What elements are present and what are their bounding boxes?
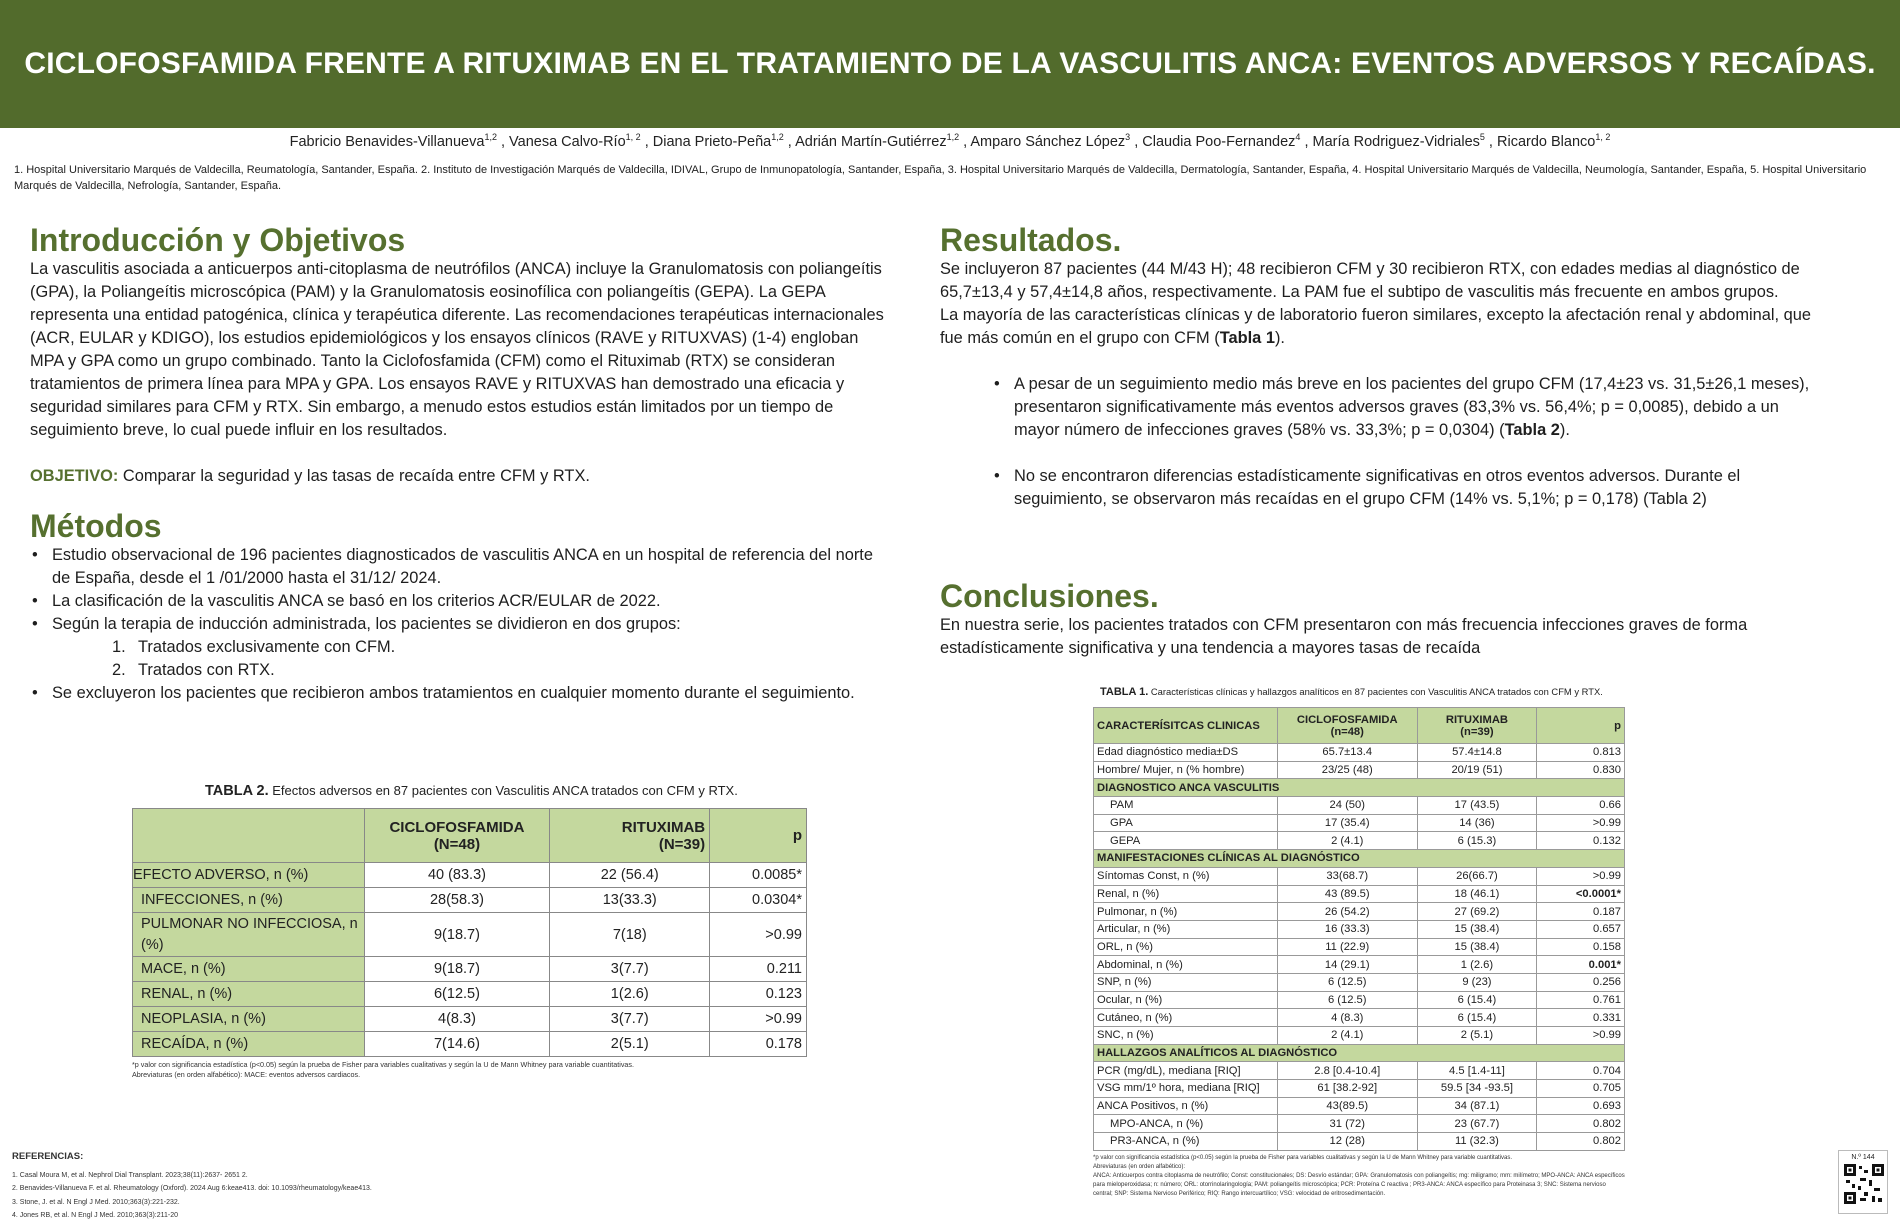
- author: Vanesa Calvo-Río: [509, 133, 626, 150]
- author: Adrián Martín-Gutiérrez: [795, 133, 947, 150]
- table2-cell-cfm: 28(58.3): [364, 888, 550, 913]
- table1-cell-label: ANCA Positivos, n (%): [1094, 1097, 1278, 1115]
- results-section: [940, 222, 1820, 511]
- table2-row: [133, 913, 807, 957]
- table1-row: [1094, 1097, 1625, 1115]
- table1-cell-p: 0.830: [1537, 761, 1625, 779]
- table1-cell-rtx: 2 (5.1): [1417, 1027, 1537, 1045]
- table1-row: [1094, 1027, 1625, 1045]
- table2-caption: [205, 782, 965, 800]
- table1-cell-label: PR3-ANCA, n (%): [1094, 1133, 1278, 1151]
- methods-bullet: • Según la terapia de inducción administrada, los pacientes se dividieron en dos grupos:: [30, 613, 890, 636]
- table2-cell-label: RECAÍDA, n (%): [133, 1032, 365, 1057]
- table1-cell-p: >0.99: [1537, 867, 1625, 885]
- reference-item: 4. Jones RB, et al. N Engl J Med. 2010;363(3):211-20: [12, 1211, 179, 1219]
- table1-cell-cfm: 6 (12.5): [1277, 991, 1417, 1009]
- table1-cell-p: 0.693: [1537, 1097, 1625, 1115]
- table2-cell-p: 0.0085*: [710, 863, 807, 888]
- table1-cell-label: PCR (mg/dL), mediana [RIQ]: [1094, 1062, 1278, 1080]
- table1-cell-cfm: 2 (4.1): [1277, 832, 1417, 850]
- table1-cell-p: 0.132: [1537, 832, 1625, 850]
- table2-cell-cfm: 7(14.6): [364, 1032, 550, 1057]
- table1-row: [1094, 744, 1625, 762]
- table1-cell-cfm: 26 (54.2): [1277, 903, 1417, 921]
- author: Diana Prieto-Peña: [652, 133, 772, 150]
- table1-cell-p: 0.66: [1537, 797, 1625, 815]
- table1-row: [1094, 832, 1625, 850]
- qr-code-icon: [1844, 1164, 1884, 1204]
- table1-header-label: CARACTERÍSITCAS CLINICAS: [1094, 708, 1278, 744]
- table1-cell-label: VSG mm/1º hora, mediana [RIQ]: [1094, 1080, 1278, 1098]
- table1-row: [1094, 938, 1625, 956]
- table1-cell-p: 0.802: [1537, 1133, 1625, 1151]
- table1-cell-label: MPO-ANCA, n (%): [1094, 1115, 1278, 1133]
- table1-notes: [1093, 1154, 1625, 1199]
- table1-cell-rtx: 57.4±14.8: [1417, 744, 1537, 762]
- table1-cell-label: Articular, n (%): [1094, 920, 1278, 938]
- table1-cell-p: >0.99: [1537, 1027, 1625, 1045]
- table1-header-cfm: CICLOFOSFAMIDA (n=48): [1277, 708, 1417, 744]
- table2-cell-p: 0.211: [710, 957, 807, 982]
- table1-cell-label: Cutáneo, n (%): [1094, 1009, 1278, 1027]
- table1-row: [1094, 867, 1625, 885]
- table2-row: [133, 1007, 807, 1032]
- methods-groups: [30, 636, 890, 682]
- table2-abbrev: Abreviaturas (en orden alfabético): MACE: eventos adversos cardiacos.: [132, 1070, 361, 1079]
- table2-cell-label: NEOPLASIA, n (%): [133, 1007, 365, 1032]
- table1-cell-rtx: 11 (32.3): [1417, 1133, 1537, 1151]
- table1-cell-p: 0.813: [1537, 744, 1625, 762]
- table1-cell-rtx: 23 (67.7): [1417, 1115, 1537, 1133]
- table1-caption-text: Características clínicas y hallazgos analíticos en 87 pacientes con Vasculitis ANCA tratados con CFM y RTX.: [1148, 686, 1603, 697]
- table2-cell-p: 0.178: [710, 1032, 807, 1057]
- results-bullet: • No se encontraron diferencias estadísticamente significativas en otros eventos adversos. Durante el seguimiento, se observaron más recaídas en el grupo CFM (14% vs. 5,1%; p = 0,178) (Tabla 2): [992, 465, 1820, 511]
- table1-cell-rtx: 14 (36): [1417, 814, 1537, 832]
- table1-row: [1094, 991, 1625, 1009]
- table1-cell-p: 0.657: [1537, 920, 1625, 938]
- table2-row: [133, 957, 807, 982]
- table1-row: [1094, 814, 1625, 832]
- intro-section: [30, 222, 890, 488]
- table1-row: [1094, 797, 1625, 815]
- table1: [1093, 707, 1625, 1151]
- table1-cell-label: Edad diagnóstico media±DS: [1094, 744, 1278, 762]
- table2-row: [133, 982, 807, 1007]
- methods-bullet: • Se excluyeron los pacientes que recibieron ambos tratamientos en cualquier momento durante el seguimiento.: [30, 682, 890, 705]
- table1-row: [1094, 1115, 1625, 1133]
- table1-cell-p: 0.001*: [1537, 956, 1625, 974]
- table1-row: [1094, 885, 1625, 903]
- conclusions-title: Conclusiones.: [940, 578, 1159, 614]
- table1-cell-label: Pulmonar, n (%): [1094, 903, 1278, 921]
- table2-header-empty: [133, 809, 365, 863]
- table1-category-row: [1094, 850, 1625, 868]
- table1-cell-p: 0.331: [1537, 1009, 1625, 1027]
- table1-cell-label: ORL, n (%): [1094, 938, 1278, 956]
- table2-cell-p: >0.99: [710, 913, 807, 957]
- table2-cell-rtx: 13(33.3): [550, 888, 710, 913]
- table1-cell-cfm: 65.7±13.4: [1277, 744, 1417, 762]
- table1-cell-rtx: 15 (38.4): [1417, 938, 1537, 956]
- table2-wrap: [132, 808, 807, 1080]
- table1-cell-label: Síntomas Const, n (%): [1094, 867, 1278, 885]
- table1-cell-rtx: 17 (43.5): [1417, 797, 1537, 815]
- table1-cell-rtx: 27 (69.2): [1417, 903, 1537, 921]
- table1-cell-label: Hombre/ Mujer, n (% hombre): [1094, 761, 1278, 779]
- table1-cell-rtx: 26(66.7): [1417, 867, 1537, 885]
- table1-category-row: [1094, 779, 1625, 797]
- table1-cell-p: 0.761: [1537, 991, 1625, 1009]
- table1-cell-label: GPA: [1094, 814, 1278, 832]
- references: [12, 1150, 372, 1222]
- table1-cell-cfm: 33(68.7): [1277, 867, 1417, 885]
- objective-text: Comparar la seguridad y las tasas de recaída entre CFM y RTX.: [118, 467, 590, 485]
- table1-cell-cfm: 43(89.5): [1277, 1097, 1417, 1115]
- table1-caption-label: TABLA 1.: [1100, 686, 1149, 698]
- methods-section: [30, 508, 890, 705]
- table1-cell-rtx: 18 (46.1): [1417, 885, 1537, 903]
- author-affiliation-mark: 5: [1479, 132, 1485, 142]
- table1-row: [1094, 1009, 1625, 1027]
- table2-cell-rtx: 3(7.7): [550, 1007, 710, 1032]
- table1-header-p: p: [1537, 708, 1625, 744]
- table1-cell-rtx: 9 (23): [1417, 973, 1537, 991]
- table2-caption-text: Efectos adversos en 87 pacientes con Vasculitis ANCA tratados con CFM y RTX.: [268, 783, 738, 798]
- group-item: [112, 636, 890, 659]
- table2-header-p: p: [710, 809, 807, 863]
- table2-row: [133, 863, 807, 888]
- table1-category: HALLAZGOS ANALÍTICOS AL DIAGNÓSTICO: [1094, 1044, 1625, 1062]
- table2-cell-p: >0.99: [710, 1007, 807, 1032]
- table1-abbrev: ANCA: Anticuerpos contra citoplasma de neutrófilo; Const: constitucionales; DS: Desvío estándar; GPA: Granulomatosis con poliangeítis; mg: miligramo; mm: milímetro; MPO-ANCA: ANCA específicos para mieloperoxidasa; n: número; ORL: otorrinolaringología; PAM: poliangeítis microscópica; PCR: Proteína C reactiva ; PR3-ANCA: ANCA específico para Proteinasa 3; SNC: Sistema nervioso central; SNP: Sistema Nervioso Periférico; RIQ: Rango intercuartílico; VSG: velocidad de eritrosedimentación.: [1093, 1172, 1625, 1197]
- table2-cell-rtx: 2(5.1): [550, 1032, 710, 1057]
- table1-cell-cfm: 61 [38.2-92]: [1277, 1080, 1417, 1098]
- table1-cell-label: SNP, n (%): [1094, 973, 1278, 991]
- reference-item: 3. Stone, J. et al. N Engl J Med. 2010;363(3):221-232.: [12, 1198, 180, 1206]
- table2-cell-rtx: 22 (56.4): [550, 863, 710, 888]
- table1-cell-rtx: 15 (38.4): [1417, 920, 1537, 938]
- table1-cell-cfm: 43 (89.5): [1277, 885, 1417, 903]
- table1-cell-label: Ocular, n (%): [1094, 991, 1278, 1009]
- table1-row: [1094, 920, 1625, 938]
- table1-cell-p: 0.158: [1537, 938, 1625, 956]
- table1-cell-cfm: 23/25 (48): [1277, 761, 1417, 779]
- table1-cell-rtx: 59.5 [34 -93.5]: [1417, 1080, 1537, 1098]
- table2-cell-rtx: 1(2.6): [550, 982, 710, 1007]
- author-affiliation-mark: 1, 2: [1595, 132, 1611, 142]
- table1-cell-label: PAM: [1094, 797, 1278, 815]
- table2-cell-p: 0.0304*: [710, 888, 807, 913]
- reference-item: 1. Casal Moura M, et al. Nephrol Dial Transplant. 2023;38(11):2637- 2651 2.: [12, 1172, 248, 1180]
- table1-note: *p valor con significancia estadística (p<0.05) según la prueba de Fisher para variables cualitativas y según la U de Mann Whitney para variable cuantitativas.: [1093, 1154, 1513, 1161]
- table1-row: [1094, 1062, 1625, 1080]
- table1-cell-rtx: 1 (2.6): [1417, 956, 1537, 974]
- table1-row: [1094, 956, 1625, 974]
- table1-cell-p: 0.256: [1537, 973, 1625, 991]
- table1-cell-rtx: 4.5 [1.4-11]: [1417, 1062, 1537, 1080]
- author-list: Fabricio Benavides-Villanueva$^{1,2}$ , Vanesa Calvo-Río$^{1, 2}$ , Diana Prieto-Peña$^{1,2}$ , Adrián Martín-Gutiérrez$^{1,2}$ , Amparo Sánchez López$^3$ , Claudia Poo-Fernandez$^4$ , María Rodriguez-Vidriales$^5$ , Ricardo Blanco$^{1, 2}$: [289, 132, 1611, 150]
- author-affiliation-mark: 1,2: [946, 132, 960, 142]
- table1-category-row: [1094, 1044, 1625, 1062]
- table2-cell-label: MACE, n (%): [133, 957, 365, 982]
- table1-cell-rtx: 6 (15.4): [1417, 991, 1537, 1009]
- table2-cell-cfm: 4(8.3): [364, 1007, 550, 1032]
- author: Amparo Sánchez López: [970, 133, 1126, 150]
- author: Claudia Poo-Fernandez: [1142, 133, 1296, 150]
- results-title: Resultados.: [940, 222, 1122, 258]
- table1-cell-label: Renal, n (%): [1094, 885, 1278, 903]
- table2-cell-label: PULMONAR NO INFECCIOSA, n (%): [133, 913, 365, 957]
- table1-cell-label: GEPA: [1094, 832, 1278, 850]
- table1-cell-p: 0.704: [1537, 1062, 1625, 1080]
- results-bullet: • A pesar de un seguimiento medio más breve en los pacientes del grupo CFM (17,4±23 vs. 31,5±26,1 meses), presentaron significativamente más eventos adversos graves (83,3% vs. 56,4%; p = 0,0085), debido a un mayor número de infecciones graves (58% vs. 33,3%; p = 0,0304) (Tabla 2).: [992, 373, 1820, 442]
- table1-row: [1094, 761, 1625, 779]
- table2-header-rtx: RITUXIMAB (N=39): [550, 809, 710, 863]
- table2-caption-label: TABLA 2.: [205, 783, 269, 799]
- results-list: [940, 373, 1820, 511]
- table2-cell-rtx: 7(18): [550, 913, 710, 957]
- author-affiliation-mark: 3: [1125, 132, 1131, 142]
- table2-note: *p valor con significancia estadística (p<0.05) según la prueba de Fisher para variables cualitativas y según la U de Mann Whitney para variable cuantitativas.: [132, 1060, 635, 1069]
- methods-title: Métodos: [30, 508, 162, 544]
- table2-cell-label: EFECTO ADVERSO, n (%): [133, 863, 365, 888]
- table2-row: [133, 888, 807, 913]
- qr-code-badge: [1838, 1150, 1888, 1214]
- table1-category: DIAGNOSTICO ANCA VASCULITIS: [1094, 779, 1625, 797]
- table2-cell-label: INFECCIONES, n (%): [133, 888, 365, 913]
- table1-cell-cfm: 6 (12.5): [1277, 973, 1417, 991]
- table1-cell-rtx: 34 (87.1): [1417, 1097, 1537, 1115]
- table1-cell-p: 0.187: [1537, 903, 1625, 921]
- author-affiliation-mark: 1,2: [484, 132, 497, 142]
- objective: [30, 465, 890, 488]
- group-number: 1.: [112, 638, 126, 656]
- table2-cell-p: 0.123: [710, 982, 807, 1007]
- table2: [132, 808, 807, 1057]
- references-title: REFERENCIAS:: [12, 1151, 84, 1162]
- table1-cell-cfm: 16 (33.3): [1277, 920, 1417, 938]
- conclusions-text: En nuestra serie, los pacientes tratados con CFM presentaron con más frecuencia infecciones graves de forma estadísticamente significativa y una tendencia a mayores tasas de recaída: [940, 616, 1748, 657]
- table1-cell-p: 0.802: [1537, 1115, 1625, 1133]
- table1-cell-p: 0.705: [1537, 1080, 1625, 1098]
- table1-row: [1094, 903, 1625, 921]
- objective-label: OBJETIVO:: [30, 467, 119, 485]
- reference-item: 2. Benavides-Villanueva F. et al. Rheumatology (Oxford). 2024 Aug 6:keae413. doi: 10.1093/rheumatology/keae413.: [12, 1185, 372, 1193]
- table1-cell-label: SNC, n (%): [1094, 1027, 1278, 1045]
- methods-list-2: [30, 682, 890, 705]
- group-text: Tratados exclusivamente con CFM.: [138, 638, 396, 656]
- author: María Rodriguez-Vidriales: [1312, 133, 1480, 150]
- methods-list: [30, 544, 890, 636]
- table1-row: [1094, 973, 1625, 991]
- conclusions-section: [940, 578, 1820, 660]
- table1-cell-rtx: 6 (15.3): [1417, 832, 1537, 850]
- author-affiliation-mark: 1, 2: [625, 132, 641, 142]
- table1-cell-cfm: 31 (72): [1277, 1115, 1417, 1133]
- table1-cell-label: Abdominal, n (%): [1094, 956, 1278, 974]
- table1-cell-cfm: 2 (4.1): [1277, 1027, 1417, 1045]
- table1-header-rtx: RITUXIMAB (n=39): [1417, 708, 1537, 744]
- methods-bullet: • Estudio observacional de 196 pacientes diagnosticados de vasculitis ANCA en un hospital de referencia del norte de España, desde el 1 /01/2000 hasta el 31/12/ 2024.: [30, 544, 890, 590]
- title-banner: [0, 0, 1900, 128]
- badge-number: N.º 144: [1851, 1154, 1875, 1161]
- poster-title: CICLOFOSFAMIDA FRENTE A RITUXIMAB EN EL TRATAMIENTO DE LA VASCULITIS ANCA: EVENTOS ADVERSOS Y RECAÍDAS.: [24, 47, 1876, 80]
- table1-abbrev-title: Abreviaturas (en orden alfabético):: [1093, 1163, 1186, 1170]
- group-item: [112, 659, 890, 682]
- table1-wrap: [1093, 707, 1625, 1199]
- table1-cell-cfm: 12 (28): [1277, 1133, 1417, 1151]
- table1-row: [1094, 1133, 1625, 1151]
- results-p2: La mayoría de las características clínicas y de laboratorio fueron similares, excepto la afectación renal y abdominal, que fue más común en el grupo con CFM (Tabla 1).: [940, 306, 1811, 347]
- table1-category: MANIFESTACIONES CLÍNICAS AL DIAGNÓSTICO: [1094, 850, 1625, 868]
- group-text: Tratados con RTX.: [138, 661, 275, 679]
- methods-bullet: • La clasificación de la vasculitis ANCA se basó en los criterios ACR/EULAR de 2022.: [30, 590, 890, 613]
- table1-cell-rtx: 6 (15.4): [1417, 1009, 1537, 1027]
- table1-cell-cfm: 14 (29.1): [1277, 956, 1417, 974]
- table1-cell-cfm: 2.8 [0.4-10.4]: [1277, 1062, 1417, 1080]
- table1-cell-p: >0.99: [1537, 814, 1625, 832]
- table1-row: [1094, 1080, 1625, 1098]
- group-number: 2.: [112, 661, 126, 679]
- table1-cell-p: <0.0001*: [1537, 885, 1625, 903]
- table2-cell-cfm: 40 (83.3): [364, 863, 550, 888]
- author-affiliation-mark: 4: [1295, 132, 1301, 142]
- table2-cell-rtx: 3(7.7): [550, 957, 710, 982]
- results-p1: Se incluyeron 87 pacientes (44 M/43 H); 48 recibieron CFM y 30 recibieron RTX, con edades medias al diagnóstico de 65,7±13,4 y 57,4±14,8 años, respectivamente. La PAM fue el subtipo de vasculitis más frecuente en ambos grupos.: [940, 260, 1800, 301]
- table2-header-cfm: CICLOFOSFAMIDA (N=48): [364, 809, 550, 863]
- table1-cell-rtx: 20/19 (51): [1417, 761, 1537, 779]
- table2-cell-cfm: 9(18.7): [364, 957, 550, 982]
- table2-row: [133, 1032, 807, 1057]
- intro-title: Introducción y Objetivos: [30, 222, 406, 258]
- author-affiliation-mark: 1,2: [771, 132, 784, 142]
- table2-cell-cfm: 6(12.5): [364, 982, 550, 1007]
- author: Ricardo Blanco: [1497, 133, 1596, 150]
- table1-cell-cfm: 11 (22.9): [1277, 938, 1417, 956]
- author: Fabricio Benavides-Villanueva: [289, 133, 485, 150]
- table1-cell-cfm: 4 (8.3): [1277, 1009, 1417, 1027]
- intro-text: La vasculitis asociada a anticuerpos anti-citoplasma de neutrófilos (ANCA) incluye la Granulomatosis con poliangeítis (GPA), la Poliangeítis microscópica (PAM) y la Granulomatosis eosinofílica con poliangeítis (GEPA). La GEPA representa una entidad patogénica, clínica y terapéutica diferente. Las recomendaciones terapéuticas internacionales (ACR, EULAR y KDIGO), los estudios epidemiológicos y los ensayos clínicos (RAVE y RITUXVAS) (1-4) engloban MPA y GPA como un grupo combinado. Tanto la Ciclofosfamida (CFM) como el Rituximab (RTX) se consideran tratamientos de primera línea para MPA y GPA. Los ensayos RAVE y RITUXVAS han demostrado una eficacia y seguridad similares para CFM y RTX. Sin embargo, a menudo estos estudios están limitados por un tiempo de seguimiento breve, lo cual puede influir en los resultados.: [30, 260, 884, 439]
- table2-cell-label: RENAL, n (%): [133, 982, 365, 1007]
- table1-cell-cfm: 24 (50): [1277, 797, 1417, 815]
- table1-caption: [1100, 686, 1720, 698]
- table1-cell-cfm: 17 (35.4): [1277, 814, 1417, 832]
- affiliations: 1. Hospital Universitario Marqués de Valdecilla, Reumatología, Santander, España. 2. Instituto de Investigación Marqués de Valdecilla, IDIVAL, Grupo de Inmunopatología, Santander, España, 3. Hospital Universitario Marqués de Valdecilla, Dermatología, Santander, España, 4. Hospital Universitario Marqués de Valdecilla, Neumología, Santander, España, 5. Hospital Universitario Marqués de Valdecilla, Nefrología, Santander, España.: [14, 164, 1867, 192]
- table2-cell-cfm: 9(18.7): [364, 913, 550, 957]
